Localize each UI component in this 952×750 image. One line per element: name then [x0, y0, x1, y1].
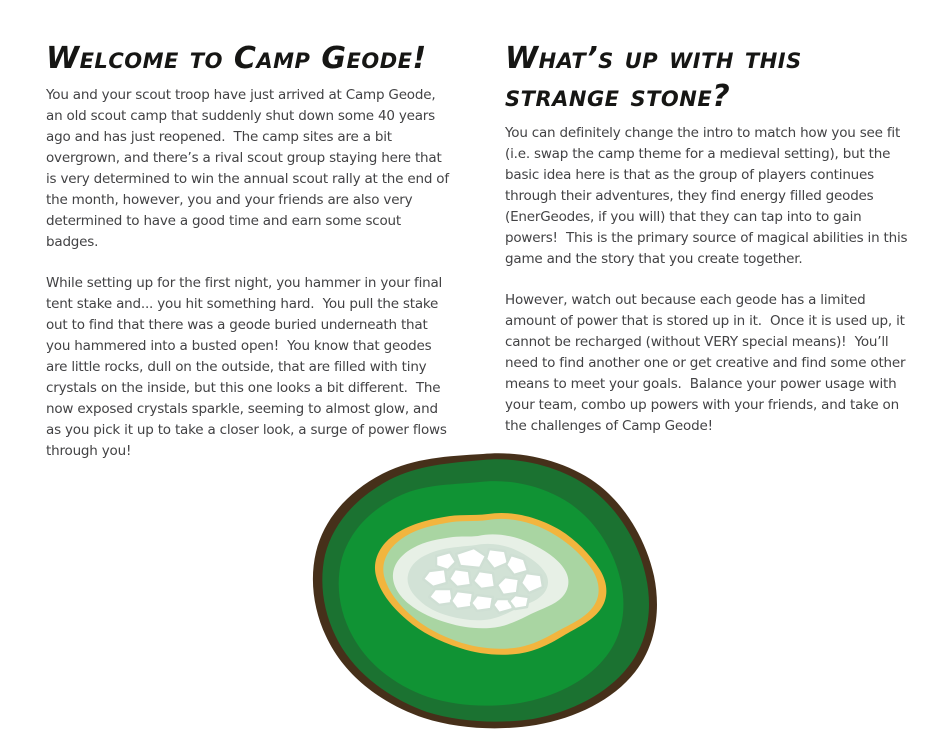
right-paragraph-1: You can definitely change the intro to match how you see fit (i.e. swap the camp theme for a medieval setting), but the basic idea here is that as the group of players continues through their adventures, they find energy filled geodes (EnerGeodes, if you will) that they can tap into to gain powers! This is the primary source of magical abilities in this game and the story that you create together. — [505, 125, 912, 267]
left-paragraph-1: You and your scout troop have just arrived at Camp Geode, an old scout camp that suddenly shut down some 40 years ago and has just reopened. The camp sites are a bit overgrown, and there’s a rival scout group staying here that is very determined to win the annual scout rally at the end of the month, however, you and your friends are also very determined to have a good time and earn some scout badges. — [46, 87, 453, 250]
crystal-shard — [451, 591, 473, 609]
geode-illustration — [308, 452, 660, 730]
strange-stone-heading: What’s up with this strange stone? — [505, 41, 802, 114]
crystal-shard — [509, 595, 529, 609]
welcome-heading: Welcome to Camp Geode! — [46, 41, 427, 76]
left-column — [46, 40, 453, 462]
right-paragraph-2: However, watch out because each geode has a limited amount of power that is stored up in it. Once it is used up, it cannot be recharged (without VERY special means)! You’ll need to find another one or get creative and find some other means to meet your goals. Balance your power usage with your team, combo up powers with your friends, and take on the challenges of Camp Geode! — [505, 292, 910, 434]
geode-svg — [308, 452, 660, 730]
crystal-shard — [471, 595, 493, 611]
left-paragraph-2: While setting up for the first night, you hammer in your final tent stake and... you hit something hard. You pull the stake out to find that there was a geode buried underneath that you hammered into a busted open! You know that geodes are little rocks, dull on the outside, that are filled with tiny crystals on the inside, but this one looks a bit different. The now exposed crystals sparkle, seeming to almost glow, and as you pick it up to take a closer look, a surge of power flows through you! — [46, 275, 451, 459]
right-column — [505, 40, 912, 462]
